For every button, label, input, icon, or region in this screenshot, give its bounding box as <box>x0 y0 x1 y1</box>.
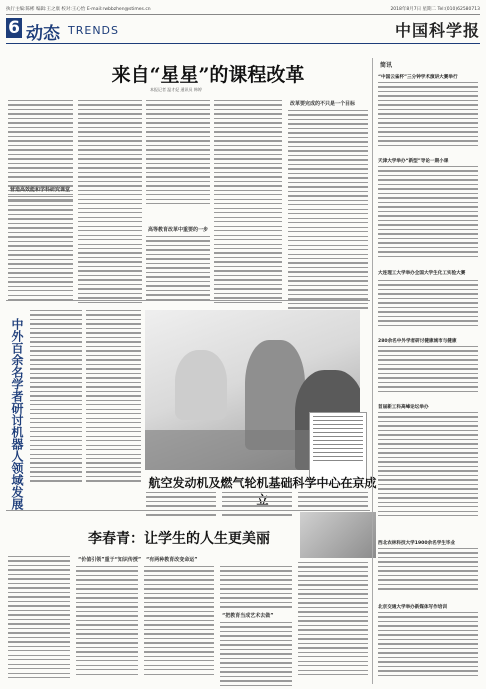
section-title: 动态 <box>26 24 60 44</box>
brief-headline: “中国云雀杯”三分钟学术演讲大赛举行 <box>378 75 458 80</box>
brief-headline: 280余名中外学者研讨健康城市与健康 <box>378 339 457 344</box>
brief-headline: 西北农林科技大学1900余名学生毕业 <box>378 541 456 546</box>
brief-headline: 首届新工科高峰论坛举办 <box>378 405 429 410</box>
bottom-column-5 <box>298 562 368 679</box>
section-divider <box>6 300 370 301</box>
main-byline: 本报记者 温才妃 通讯员 韩婷 <box>150 87 202 92</box>
main-subhead-3: 改革要完成的不只是一个目标 <box>290 101 356 107</box>
bottom-column-3 <box>144 566 214 678</box>
aviation-column-3 <box>298 492 368 510</box>
brief-body <box>378 82 478 149</box>
bottom-column-4 <box>220 566 292 611</box>
brief-body <box>378 412 478 520</box>
aviation-column-1 <box>146 492 216 519</box>
brief-body <box>378 346 478 395</box>
sidebar-title: 简讯 <box>380 62 393 69</box>
bottom-column-2 <box>76 566 138 678</box>
robotics-headline: 中外百余名学者研讨机器人领域发展 <box>10 318 24 510</box>
section-title-en: TRENDS <box>68 24 119 37</box>
newspaper-masthead: 中国科学报 <box>394 21 480 40</box>
bottom-subhead-3: “把教育当成艺术去做” <box>222 613 274 619</box>
aviation-headline: 航空发动机及燃气轮机基础科学中心在京成 <box>148 476 377 490</box>
date-info: 2018年8月7日 星期二 Tel:(010)62580713 <box>390 7 480 12</box>
main-subhead-1: 营造高效能和学科研究课堂 <box>10 187 71 193</box>
article-column-1b <box>8 196 73 304</box>
bottom-column-1 <box>8 556 70 682</box>
brief-headline: 天津大学举办“新型”导论一期小课 <box>378 159 449 164</box>
aviation-column-2 <box>222 492 292 519</box>
page-header <box>6 15 480 44</box>
main-subhead-2: 高等教育改革中重要的一步 <box>148 227 209 233</box>
main-headline: 来自“星星”的课程改革 <box>111 64 305 86</box>
robotics-column-1 <box>30 310 82 485</box>
bottom-subhead-2: “有两种教育改变命运” <box>146 557 198 563</box>
brief-body <box>378 280 478 329</box>
article-column-4 <box>214 100 282 306</box>
article-column-2 <box>78 100 142 306</box>
bottom-divider <box>6 510 370 511</box>
brief-body <box>378 612 478 679</box>
editor-info: 执行主编:陈彬 编辑:王之康 校对:王心怡 E-mail:rwbbzhen@stimes.cn <box>6 7 151 12</box>
bottom-column-4b <box>220 622 292 689</box>
page-info-bar <box>6 4 480 15</box>
article-column-3b <box>146 236 210 303</box>
robotics-column-2 <box>86 310 141 485</box>
brief-body <box>378 166 478 260</box>
brief-headline: 大连理工大学举办全国大学生化工实验大赛 <box>378 271 466 276</box>
section-number: 6 <box>6 18 22 38</box>
bottom-headline: 李春青：让学生的人生更美丽 <box>88 531 270 547</box>
article-column-3 <box>146 100 210 208</box>
article-column-5 <box>288 110 368 312</box>
brief-body <box>378 548 478 593</box>
bottom-photo <box>300 512 376 558</box>
brief-headline: 北京交通大学举办新媒体写作培训 <box>378 605 447 610</box>
bottom-subhead-1: “价值引领”重于“知识传授” <box>78 557 142 563</box>
